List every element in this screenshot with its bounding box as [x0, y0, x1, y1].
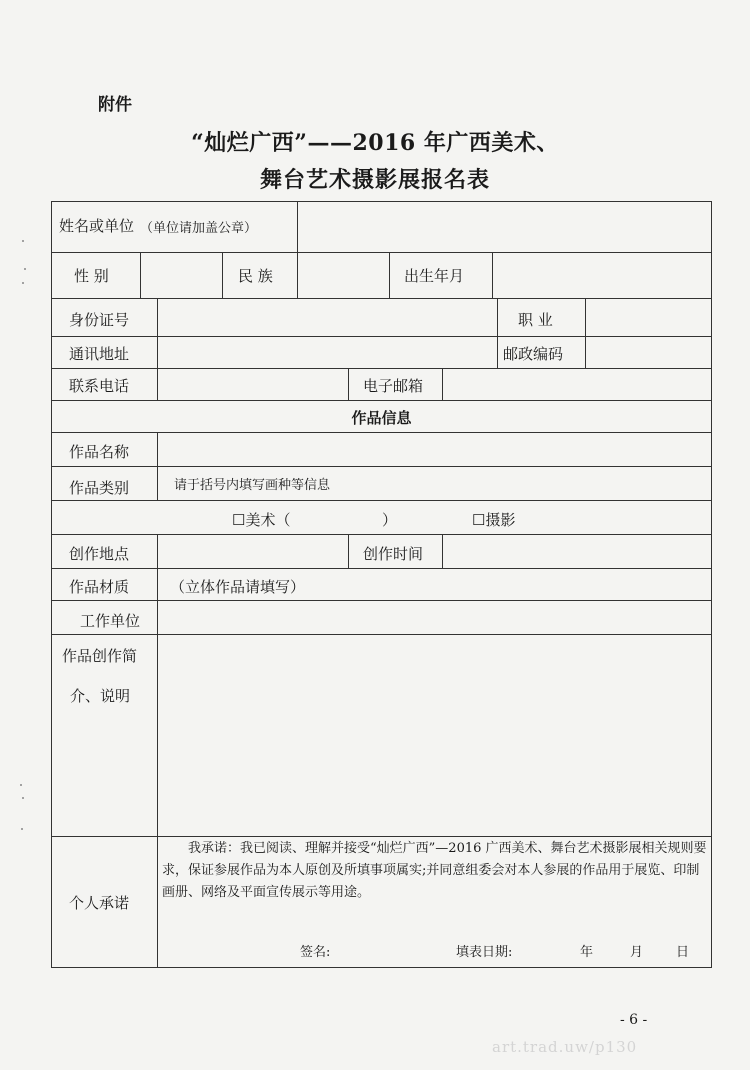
col-divider — [297, 202, 298, 252]
col-divider — [157, 432, 158, 500]
postcode-label: 邮政编码 — [503, 345, 564, 363]
work-category-label: 作品类别 — [69, 479, 130, 497]
place-field[interactable] — [164, 538, 342, 564]
intro-label-2: 介、说明 — [70, 687, 131, 705]
email-field[interactable] — [448, 372, 704, 398]
name-note: （单位请加盖公章） — [140, 221, 258, 236]
year-label: 年 — [580, 945, 594, 960]
col-divider — [348, 534, 349, 568]
birth-field[interactable] — [500, 258, 700, 292]
day-label: 日 — [676, 945, 690, 960]
row-divider — [52, 634, 711, 635]
scan-speck — [21, 828, 23, 830]
id-label: 身份证号 — [69, 311, 130, 329]
row-divider — [52, 836, 711, 837]
month-label: 月 — [630, 945, 644, 960]
row-divider — [52, 600, 711, 601]
workplace-label: 工作单位 — [80, 612, 141, 630]
occupation-field[interactable] — [592, 302, 704, 332]
row-divider — [52, 500, 711, 501]
row-divider — [52, 298, 711, 299]
ethnicity-label: 民 族 — [238, 267, 273, 285]
col-divider — [140, 252, 141, 298]
material-label: 作品材质 — [69, 578, 130, 596]
name-label: 姓名或单位 — [59, 217, 135, 235]
col-divider — [492, 252, 493, 298]
row-divider — [52, 568, 711, 569]
row-divider — [52, 432, 711, 433]
col-divider — [497, 298, 498, 368]
row-divider — [52, 368, 711, 369]
address-field[interactable] — [164, 340, 490, 366]
work-name-field[interactable] — [164, 436, 704, 464]
col-divider — [585, 298, 586, 368]
workplace-field[interactable] — [164, 604, 704, 630]
date-label: 填表日期: — [456, 945, 513, 960]
ethnicity-field[interactable] — [304, 258, 382, 292]
email-label: 电子邮箱 — [363, 377, 424, 395]
col-divider — [297, 252, 298, 298]
scan-speck — [22, 282, 24, 284]
scan-speck — [22, 240, 24, 242]
watermark: art.trad.uw/p130 — [492, 1038, 638, 1056]
pledge-label: 个人承诺 — [69, 894, 130, 912]
intro-field[interactable] — [164, 640, 704, 830]
photo-checkbox[interactable]: ☐摄影 — [472, 511, 516, 529]
scan-speck — [20, 784, 22, 786]
gender-label: 性 别 — [74, 267, 109, 285]
registration-form — [51, 201, 712, 968]
scan-speck — [24, 268, 26, 270]
art-checkbox[interactable]: ☐美术（ — [232, 511, 291, 529]
page-number: - 6 - — [620, 1012, 648, 1028]
pledge-text: 我承诺：我已阅读、理解并接受“灿烂广西”—2016 广西美术、舞台艺术摄影展相关规则要求，保证参展作品为本人原创及所填事项属实;并同意组委会对本人参展的作品用于展览、印制画册、网络及平面宣传展示等用途。 — [162, 841, 707, 900]
art-bracket-close: ） — [382, 511, 398, 529]
category-hint: 请于括号内填写画种等信息 — [174, 478, 331, 493]
work-name-label: 作品名称 — [69, 443, 130, 461]
phone-field[interactable] — [164, 372, 342, 398]
row-divider — [52, 534, 711, 535]
occupation-label: 职 业 — [518, 311, 553, 329]
row-divider — [52, 336, 711, 337]
col-divider — [442, 368, 443, 400]
col-divider — [157, 534, 158, 968]
name-field[interactable] — [312, 210, 702, 246]
row-divider — [52, 400, 711, 401]
time-field[interactable] — [448, 538, 704, 564]
birth-label: 出生年月 — [404, 267, 465, 285]
col-divider — [157, 298, 158, 400]
section-title: 作品信息 — [351, 409, 412, 427]
sign-label: 签名: — [300, 945, 331, 960]
material-note: （立体作品请填写） — [170, 578, 306, 596]
place-label: 创作地点 — [69, 545, 130, 563]
col-divider — [442, 534, 443, 568]
signature-field[interactable] — [342, 935, 442, 959]
attachment-label: 附件 — [98, 95, 132, 115]
page-subtitle: 舞台艺术摄影展报名表 — [259, 167, 490, 193]
col-divider — [389, 252, 390, 298]
row-divider — [52, 466, 711, 467]
gender-field[interactable] — [148, 258, 214, 292]
page-title: “灿烂广西”——2016 年广西美术、 — [191, 130, 559, 156]
id-field[interactable] — [164, 302, 490, 332]
intro-label: 作品创作简 — [62, 647, 138, 665]
postcode-field[interactable] — [592, 340, 704, 366]
phone-label: 联系电话 — [69, 377, 130, 395]
scan-speck — [22, 797, 24, 799]
col-divider — [348, 368, 349, 400]
col-divider — [222, 252, 223, 298]
time-label: 创作时间 — [363, 545, 424, 563]
address-label: 通讯地址 — [69, 345, 130, 363]
row-divider — [52, 252, 711, 253]
